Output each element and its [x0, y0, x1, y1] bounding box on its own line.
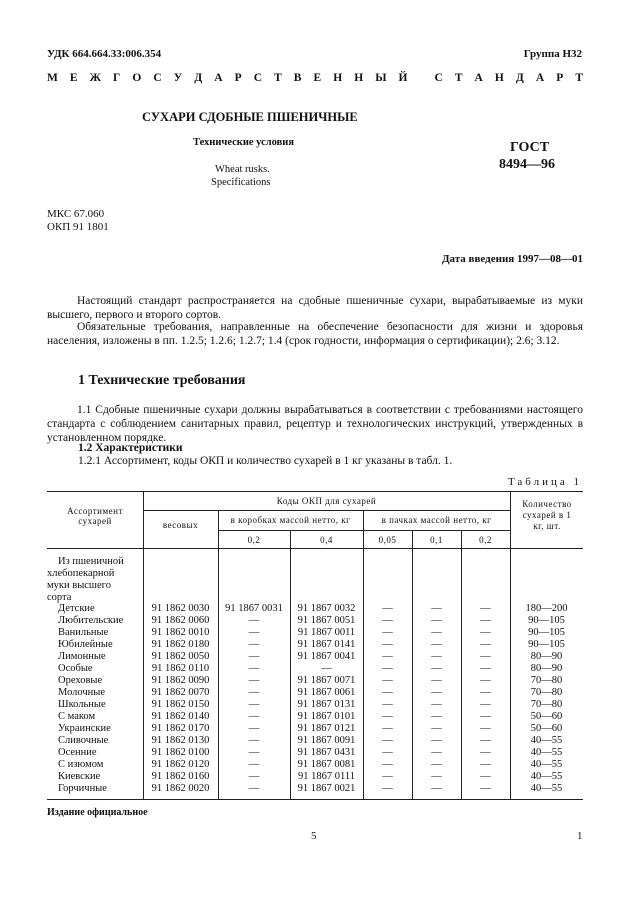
cell-code-pack-0-1: —	[431, 603, 442, 614]
banner-letter: О	[132, 72, 142, 84]
cell-code-pack-0-1: —	[431, 723, 442, 734]
table-row	[47, 615, 583, 627]
cell-code-pack-0-1: —	[431, 627, 442, 638]
cell-assortment: Особые	[58, 663, 93, 674]
header-boxes: в коробках массой нетто, кг	[230, 515, 351, 525]
cell-code-pack-0-2: —	[480, 783, 491, 794]
cell-code-box-0-4: 91 1867 0011	[297, 627, 356, 638]
section-heading-1-2: 1.2 Характеристики	[78, 442, 183, 454]
cell-assortment: Ореховые	[58, 675, 103, 686]
header-codes: Коды ОКП для сухарей	[276, 496, 377, 506]
table-row	[47, 783, 583, 795]
banner-letter: У	[173, 72, 183, 84]
cell-code-box-0-4: 91 1867 0121	[297, 723, 356, 734]
cell-count-per-kg: 90—105	[528, 639, 565, 650]
cell-code-weight: 91 1862 0130	[151, 735, 210, 746]
cell-code-pack-0-1: —	[431, 687, 442, 698]
cell-assortment: Украинские	[58, 723, 111, 734]
header-count: Количество сухарей в 1 кг, шт.	[522, 499, 572, 531]
cell-code-pack-0-1: —	[431, 783, 442, 794]
document-subtitle: Технические условия	[193, 137, 295, 148]
cell-code-box-0-2: —	[248, 747, 260, 758]
banner-letter: Н	[494, 72, 504, 84]
cell-code-weight: 91 1862 0170	[151, 723, 210, 734]
cell-code-box-0-4: 91 1867 0101	[297, 711, 356, 722]
cell-count-per-kg: 90—105	[528, 627, 565, 638]
cell-code-pack-0-1: —	[431, 747, 442, 758]
cell-code-box-0-4: 91 1867 0021	[297, 783, 356, 794]
table-row	[47, 759, 583, 771]
cell-code-pack-0-2: —	[480, 603, 491, 614]
table-caption: Таблица 1	[507, 476, 582, 488]
cell-code-box-0-2: —	[248, 675, 260, 686]
document-title: СУХАРИ СДОБНЫЕ ПШЕНИЧНЫЕ	[142, 110, 358, 124]
cell-code-pack-0-1: —	[431, 771, 442, 782]
cell-count-per-kg: 70—80	[530, 699, 563, 710]
table-row	[47, 603, 583, 615]
cell-code-box-0-2: —	[248, 615, 260, 626]
banner-letter: Н	[354, 72, 364, 84]
cell-code-box-0-2: —	[248, 663, 260, 674]
cell-code-weight: 91 1862 0010	[151, 627, 210, 638]
cell-code-pack-0-05: —	[382, 687, 393, 698]
table-bottom-border	[47, 799, 583, 800]
table-header-bottom	[47, 548, 583, 549]
group-label-line-2: хлебопекарной	[47, 568, 115, 579]
cell-code-weight: 91 1862 0150	[151, 699, 210, 710]
banner-letter: С	[253, 72, 262, 84]
table-row	[47, 687, 583, 699]
cell-code-pack-0-2: —	[480, 639, 491, 650]
paragraph-1-2-1: 1.2.1 Ассортимент, коды ОКП и количество сухарей в 1 кг указаны в табл. 1.	[78, 455, 453, 467]
banner-letter: А	[474, 72, 483, 84]
cell-count-per-kg: 40—55	[530, 759, 563, 770]
banner-letter: Г	[113, 72, 121, 84]
cell-code-box-0-2: —	[248, 711, 260, 722]
cell-count-per-kg: 180—200	[525, 603, 568, 614]
udk-code: УДК 664.664.33:006.354	[47, 48, 162, 60]
table-header-rule-2	[218, 530, 510, 531]
header-packs: в пачках массой нетто, кг	[381, 515, 492, 525]
header-box-0-4: 0,4	[320, 535, 333, 545]
cell-code-box-0-2: —	[248, 759, 260, 770]
table-row	[47, 711, 583, 723]
cell-code-pack-0-05: —	[382, 747, 393, 758]
table-row	[47, 735, 583, 747]
cell-assortment: Юбилейные	[58, 639, 113, 650]
group-label-line-3: муки высшего	[47, 580, 111, 591]
cell-code-weight: 91 1862 0090	[151, 675, 210, 686]
cell-count-per-kg: 70—80	[530, 687, 563, 698]
cell-code-pack-0-2: —	[480, 699, 491, 710]
cell-count-per-kg: 70—80	[530, 675, 563, 686]
banner-letter: Ы	[375, 72, 387, 84]
cell-code-box-0-4: 91 1867 0091	[297, 735, 356, 746]
cell-count-per-kg: 50—60	[530, 711, 563, 722]
header-weight: весовых	[162, 520, 199, 530]
cell-code-box-0-4: 91 1867 0081	[297, 759, 356, 770]
gost-label: ГОСТ	[510, 140, 550, 155]
group-label-line-1: Из пшеничной	[58, 556, 124, 567]
banner-letter	[420, 72, 423, 84]
table-header-rule-1	[143, 510, 510, 511]
cell-code-pack-0-2: —	[480, 759, 491, 770]
cell-code-box-0-2: —	[248, 687, 260, 698]
cell-code-pack-0-2: —	[480, 747, 491, 758]
cell-count-per-kg: 40—55	[530, 747, 563, 758]
cell-count-per-kg: 80—90	[530, 663, 563, 674]
group-code: Группа Н32	[523, 48, 582, 60]
banner-letter: А	[535, 72, 545, 84]
cell-code-pack-0-05: —	[382, 759, 393, 770]
cell-code-pack-0-05: —	[382, 651, 393, 662]
cell-code-pack-0-1: —	[431, 651, 442, 662]
cell-count-per-kg: 40—55	[530, 735, 563, 746]
header-pack-0-05: 0,05	[378, 535, 397, 545]
okp-code: ОКП 91 1801	[47, 221, 109, 233]
cell-assortment: Сливочные	[58, 735, 109, 746]
introduction-date: Дата введения 1997—08—01	[441, 253, 583, 265]
cell-code-box-0-4: 91 1867 0061	[297, 687, 356, 698]
cell-code-pack-0-2: —	[480, 663, 491, 674]
cell-code-weight: 91 1862 0070	[151, 687, 210, 698]
banner-letter: Н	[333, 72, 343, 84]
cell-code-pack-0-2: —	[480, 735, 491, 746]
cell-code-weight: 91 1862 0030	[151, 603, 210, 614]
cell-code-pack-0-05: —	[382, 675, 393, 686]
cell-code-pack-0-05: —	[382, 771, 393, 782]
cell-assortment: Любительские	[58, 615, 124, 626]
gost-number: 8494—96	[499, 157, 555, 172]
cell-code-box-0-2: —	[248, 639, 260, 650]
cell-assortment: Детские	[58, 603, 95, 614]
official-edition-label: Издание официальное	[47, 807, 148, 818]
table-row	[47, 675, 583, 687]
cell-code-pack-0-2: —	[480, 771, 491, 782]
banner-letter: Д	[194, 72, 203, 84]
cell-code-pack-0-2: —	[480, 651, 491, 662]
cell-code-pack-0-2: —	[480, 711, 491, 722]
cell-code-pack-0-05: —	[382, 699, 393, 710]
cell-assortment: С изюмом	[58, 759, 104, 770]
cell-count-per-kg: 80—90	[530, 651, 563, 662]
cell-code-pack-0-1: —	[431, 699, 442, 710]
english-title-line1: Wheat rusks.	[215, 164, 270, 175]
cell-code-weight: 91 1862 0140	[151, 711, 210, 722]
cell-code-pack-0-1: —	[431, 735, 442, 746]
cell-code-pack-0-1: —	[431, 711, 442, 722]
table-top-border	[47, 491, 583, 492]
banner-letter: Е	[69, 72, 78, 84]
banner-letter: Р	[234, 72, 242, 84]
cell-code-weight: 91 1862 0060	[151, 615, 210, 626]
banner-letter: С	[434, 72, 443, 84]
banner-letter: С	[153, 72, 162, 84]
paragraph-scope: Настоящий стандарт распространяется на сдобные пшеничные сухари, вырабатываемые из муки высшего, первого и второго сортов.	[47, 295, 583, 321]
mks-code: МКС 67.060	[47, 208, 105, 220]
banner-letter: М	[47, 72, 58, 84]
cell-assortment: Горчичные	[58, 783, 107, 794]
cell-code-box-0-2: —	[248, 627, 260, 638]
table-row	[47, 651, 583, 663]
banner-letter: Т	[454, 72, 463, 84]
cell-assortment: Школьные	[58, 699, 106, 710]
cell-count-per-kg: 50—60	[530, 723, 563, 734]
cell-assortment: С маком	[58, 711, 96, 722]
cell-code-pack-0-2: —	[480, 675, 491, 686]
cell-code-pack-0-1: —	[431, 639, 442, 650]
header-pack-0-2: 0,2	[479, 535, 492, 545]
cell-code-box-0-2: 91 1867 0031	[225, 603, 283, 614]
cell-assortment: Осенние	[58, 747, 97, 758]
cell-code-weight: 91 1862 0050	[151, 651, 210, 662]
cell-assortment: Молочные	[58, 687, 106, 698]
cell-code-pack-0-1: —	[431, 615, 442, 626]
cell-assortment: Ванильные	[58, 627, 109, 638]
banner-letter: Р	[556, 72, 564, 84]
cell-code-pack-0-1: —	[431, 759, 442, 770]
cell-code-box-0-4: 91 1867 0111	[298, 771, 355, 782]
table-row	[47, 771, 583, 783]
banner-letter: В	[293, 72, 302, 84]
sheet-number: 1	[577, 830, 583, 842]
english-title-line2: Specifications	[211, 177, 271, 188]
cell-code-box-0-4: —	[321, 663, 332, 674]
group-label-line-4: сорта	[47, 592, 72, 603]
cell-code-weight: 91 1862 0110	[151, 663, 210, 674]
cell-count-per-kg: 40—55	[530, 783, 563, 794]
cell-code-pack-0-05: —	[382, 711, 393, 722]
cell-code-box-0-4: 91 1867 0141	[297, 639, 356, 650]
cell-count-per-kg: 40—55	[530, 771, 563, 782]
banner-letter: Й	[398, 72, 408, 84]
banner-letter: Т	[274, 72, 282, 84]
table-row	[47, 627, 583, 639]
cell-code-box-0-4: 91 1867 0051	[297, 615, 356, 626]
cell-code-pack-0-05: —	[382, 783, 393, 794]
cell-assortment: Лимонные	[58, 651, 106, 662]
cell-code-pack-0-05: —	[382, 639, 393, 650]
cell-code-weight: 91 1862 0020	[151, 783, 210, 794]
table-row	[47, 663, 583, 675]
cell-code-box-0-4: 91 1867 0032	[297, 603, 356, 614]
cell-count-per-kg: 90—105	[528, 615, 565, 626]
cell-code-pack-0-2: —	[480, 615, 491, 626]
cell-code-box-0-2: —	[248, 651, 260, 662]
banner-letter: Д	[515, 72, 524, 84]
banner-letter: А	[214, 72, 223, 84]
cell-code-pack-0-05: —	[382, 663, 393, 674]
banner-letter: Е	[313, 72, 322, 84]
cell-code-box-0-4: 91 1867 0071	[297, 675, 356, 686]
header-box-0-2: 0,2	[247, 535, 261, 545]
cell-code-pack-0-2: —	[480, 627, 491, 638]
cell-code-pack-0-05: —	[382, 615, 393, 626]
banner-letter: Ж	[89, 72, 101, 84]
page-number: 5	[311, 830, 317, 842]
header-assortment: Ассортимент сухарей	[67, 506, 123, 526]
cell-code-pack-0-2: —	[480, 687, 491, 698]
cell-code-pack-0-1: —	[431, 675, 442, 686]
paragraph-requirements: Обязательные требования, направленные на обеспечение безопасности для жизни и здоровья населения, изложены в пп. 1.2.5; 1.2.6; 1.2.7; 1.4 (срок годности, информация о сертификации); 2.6; 3.12.	[47, 321, 583, 347]
section-heading-1: 1 Технические требования	[78, 373, 246, 388]
cell-code-box-0-2: —	[248, 783, 260, 794]
cell-code-pack-0-05: —	[382, 723, 393, 734]
cell-code-pack-0-05: —	[382, 603, 393, 614]
header-pack-0-1: 0,1	[430, 535, 443, 545]
cell-code-box-0-4: 91 1867 0041	[297, 651, 356, 662]
table-row	[47, 747, 583, 759]
table-row	[47, 723, 583, 735]
cell-code-pack-0-05: —	[382, 735, 393, 746]
cell-code-weight: 91 1862 0100	[151, 747, 210, 758]
cell-code-weight: 91 1862 0160	[151, 771, 210, 782]
paragraph-1-1: 1.1 Сдобные пшеничные сухари должны вырабатываться в соответствии с требованиями настоящего стандарта с соблюдением санитарных правил, рецептур и технологических инструкций, утвержденных в установленном порядке.	[47, 404, 583, 444]
cell-code-box-0-2: —	[248, 723, 260, 734]
cell-code-box-0-2: —	[248, 735, 260, 746]
table-row	[47, 639, 583, 651]
cell-code-box-0-4: 91 1867 0131	[297, 699, 356, 710]
cell-code-box-0-2: —	[248, 771, 260, 782]
cell-assortment: Киевские	[58, 771, 101, 782]
cell-code-weight: 91 1862 0120	[151, 759, 210, 770]
cell-code-pack-0-2: —	[480, 723, 491, 734]
standard-banner	[47, 72, 583, 84]
cell-code-box-0-4: 91 1867 0431	[297, 747, 356, 758]
table-row	[47, 699, 583, 711]
cell-code-pack-0-1: —	[431, 663, 442, 674]
cell-code-weight: 91 1862 0180	[151, 639, 210, 650]
cell-code-box-0-2: —	[248, 699, 260, 710]
cell-code-pack-0-05: —	[382, 627, 393, 638]
banner-letter: Т	[575, 72, 583, 84]
